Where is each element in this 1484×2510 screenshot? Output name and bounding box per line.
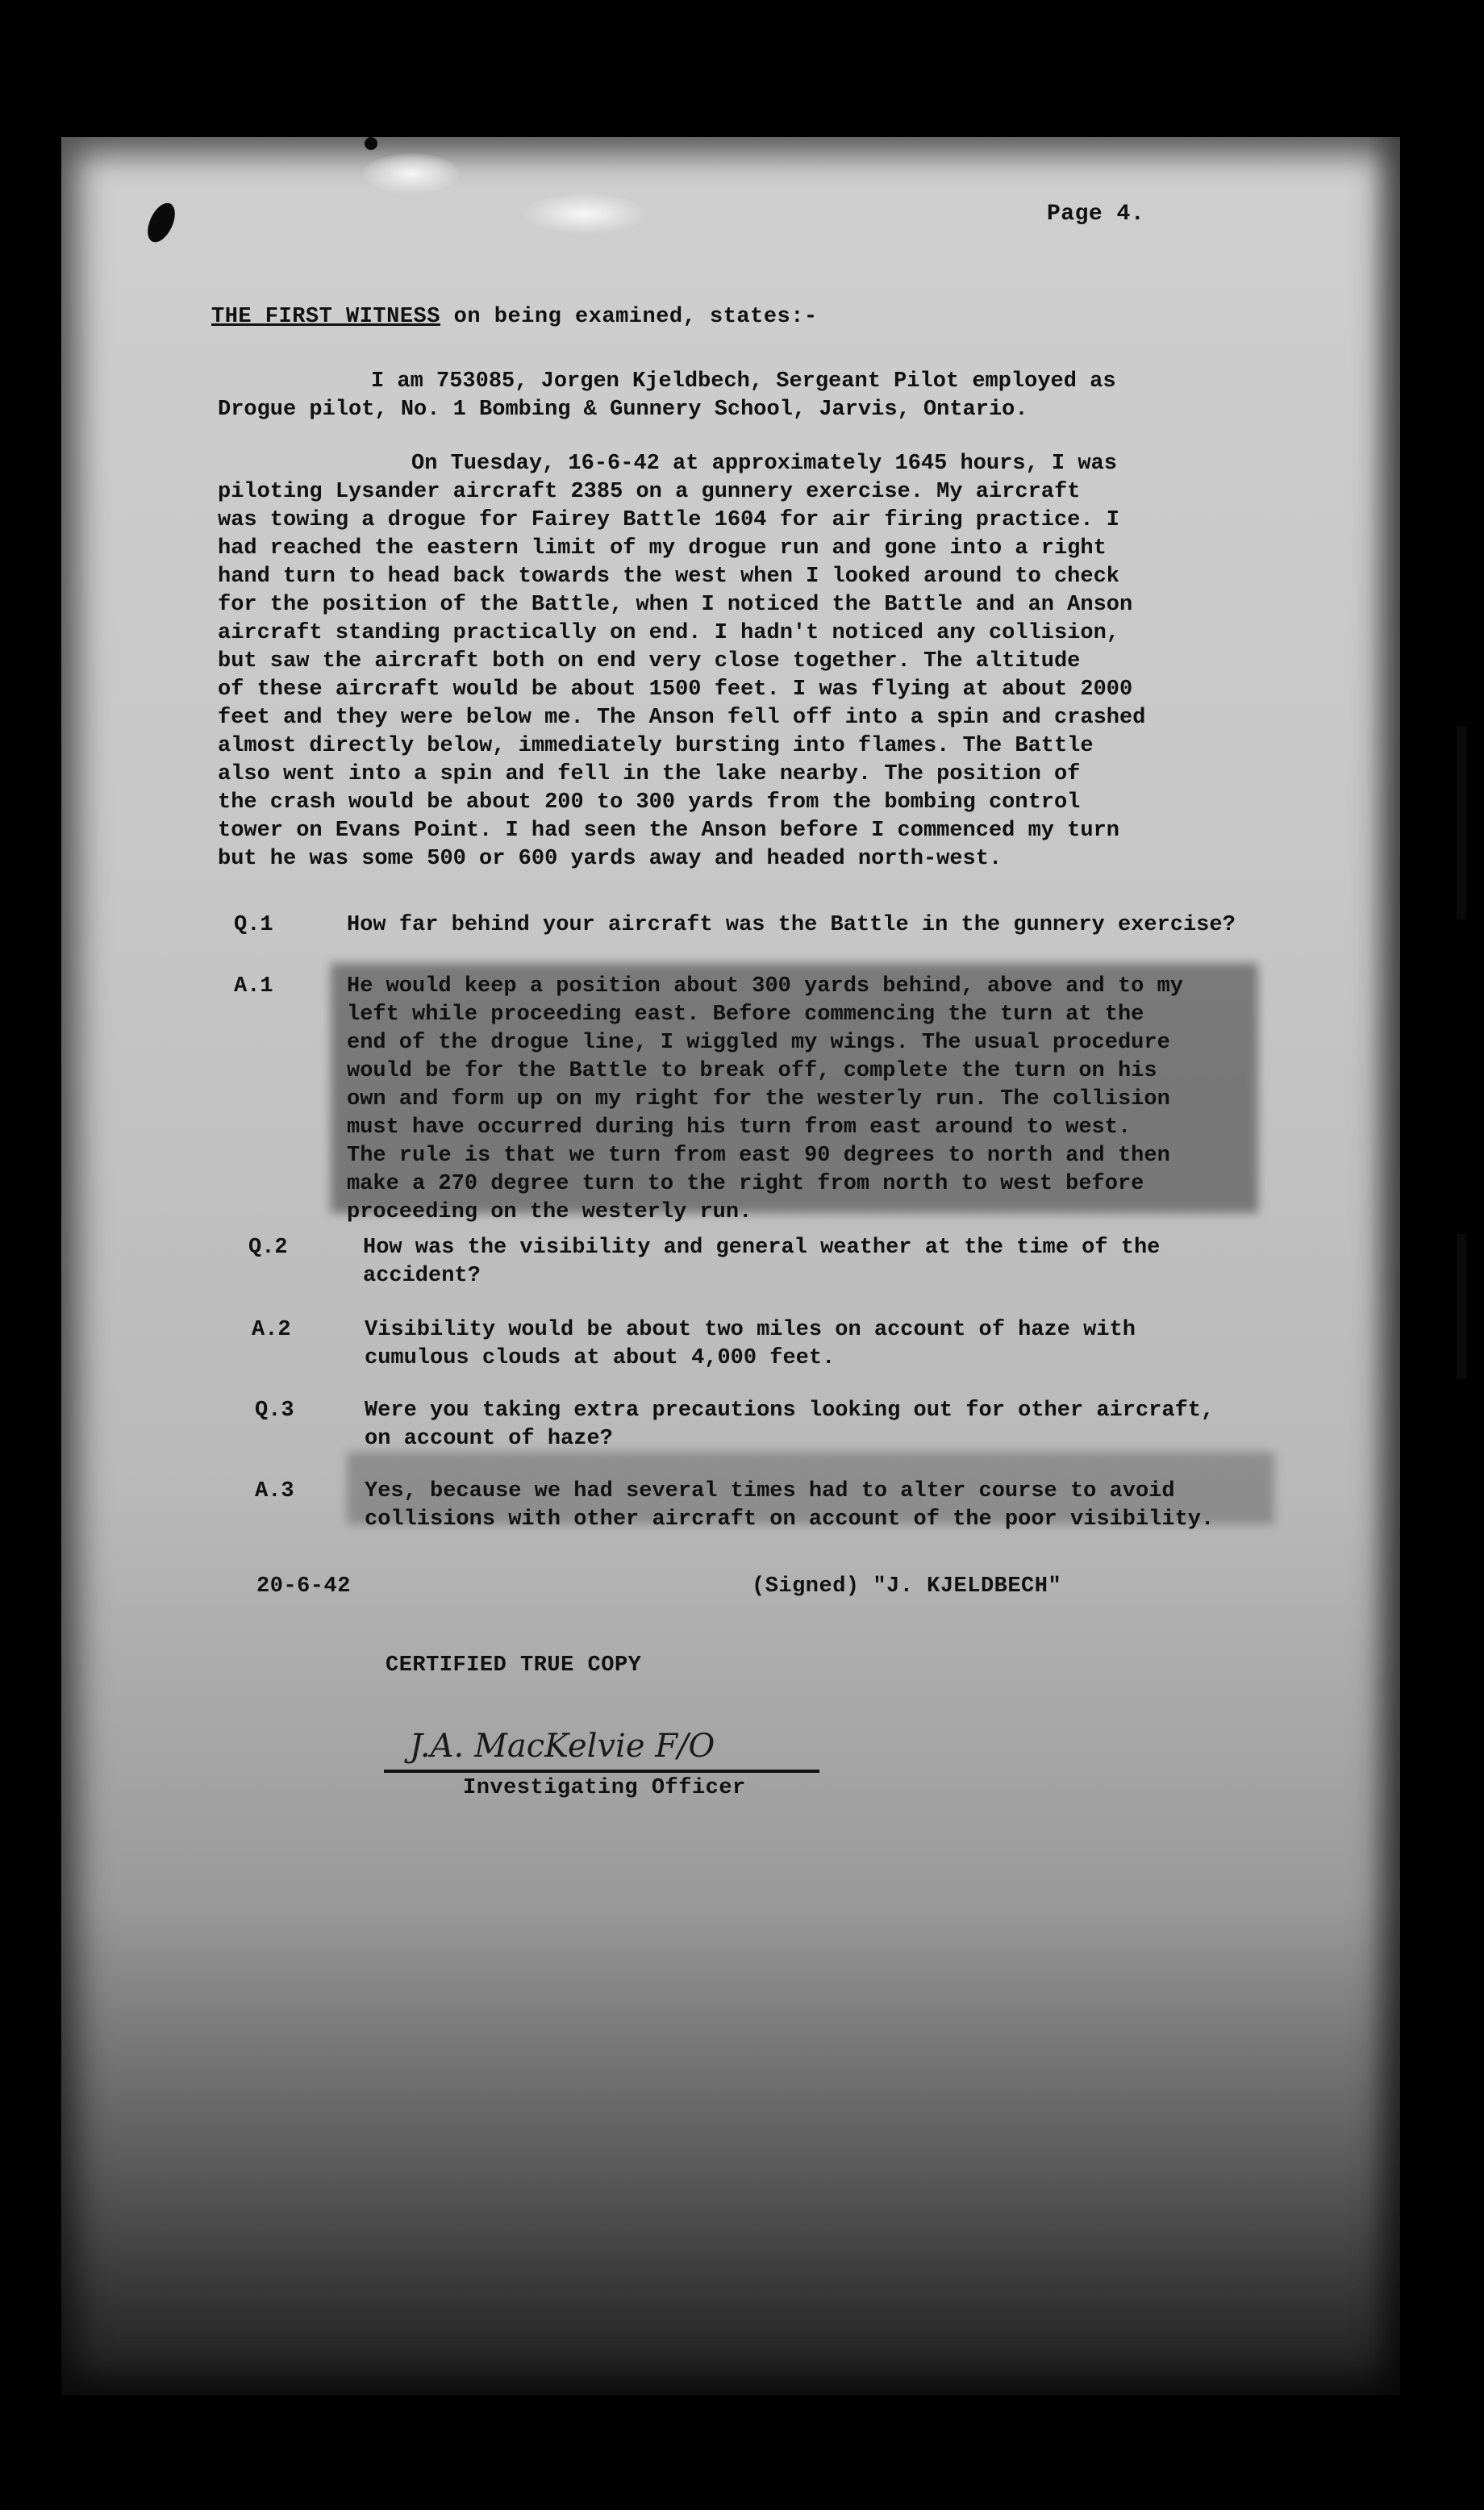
paragraph-line: aircraft standing practically on end. I hadn't noticed any collision, bbox=[218, 621, 1119, 645]
page-number: Page 4. bbox=[1047, 202, 1145, 227]
qa-line: must have occurred during his turn from east around to west. bbox=[347, 1115, 1132, 1140]
paragraph-line: I am 753085, Jorgen Kjeldbech, Sergeant Pilot employed as bbox=[371, 369, 1116, 394]
qa-line: How was the visibility and general weather at the time of the bbox=[363, 1236, 1161, 1260]
paragraph-line: of these aircraft would be about 1500 feet. I was flying at about 2000 bbox=[218, 678, 1133, 702]
paragraph-line: for the position of the Battle, when I noticed the Battle and an Anson bbox=[218, 593, 1133, 617]
paragraph-line: but he was some 500 or 600 yards away and headed north-west. bbox=[218, 847, 1003, 871]
qa-line: cumulous clouds at about 4,000 feet. bbox=[365, 1346, 836, 1370]
paragraph-line: had reached the eastern limit of my drogue run and gone into a right bbox=[218, 536, 1107, 561]
qa-text bbox=[363, 1234, 1298, 1290]
statement-paragraph-1 bbox=[218, 368, 1242, 424]
paragraph-line: but saw the aircraft both on end very close together. The altitude bbox=[218, 649, 1081, 673]
statement-paragraph-2 bbox=[218, 450, 1242, 873]
qa-line: He would keep a position about 300 yards behind, above and to my bbox=[347, 974, 1183, 999]
qa-text bbox=[365, 1316, 1300, 1373]
signature-line bbox=[384, 1770, 819, 1773]
right-edge-mark-lower bbox=[1457, 1234, 1466, 1379]
qa-label: Q.3 bbox=[255, 1399, 294, 1423]
qa-line: Were you taking extra precautions looking out for other aircraft, bbox=[365, 1399, 1215, 1423]
signed-name: (Signed) "J. KJELDBECH" bbox=[752, 1574, 1062, 1599]
qa-label: A.3 bbox=[255, 1479, 294, 1503]
qa-text bbox=[347, 973, 1282, 1227]
investigating-officer-title: Investigating Officer bbox=[463, 1776, 746, 1800]
paragraph-line: almost directly below, immediately bursting into flames. The Battle bbox=[218, 734, 1094, 758]
qa-line: The rule is that we turn from east 90 degrees to north and then bbox=[347, 1144, 1170, 1168]
qa-label: Q.2 bbox=[248, 1236, 288, 1260]
handwritten-signature: J.A. MacKelvie F/O bbox=[410, 1728, 715, 1765]
qa-label: Q.1 bbox=[234, 913, 273, 937]
qa-line: left while proceeding east. Before commencing the turn at the bbox=[347, 1003, 1144, 1027]
qa-line: own and form up on my right for the westerly run. The collision bbox=[347, 1087, 1170, 1111]
qa-text bbox=[365, 1478, 1300, 1534]
paragraph-line: feet and they were below me. The Anson fell off into a spin and crashed bbox=[218, 706, 1146, 730]
statement-date: 20-6-42 bbox=[256, 1574, 351, 1599]
paragraph-line: was towing a drogue for Fairey Battle 1604 for air firing practice. I bbox=[218, 508, 1119, 532]
top-smudge-center bbox=[524, 194, 645, 234]
qa-text bbox=[347, 911, 1282, 940]
paragraph-line: Drogue pilot, No. 1 Bombing & Gunnery School, Jarvis, Ontario. bbox=[218, 398, 1028, 422]
paragraph-line: On Tuesday, 16-6-42 at approximately 1645 hours, I was bbox=[411, 452, 1117, 476]
witness-header-underlined: THE FIRST WITNESS bbox=[211, 305, 440, 329]
qa-line: Visibility would be about two miles on account of haze with bbox=[365, 1318, 1136, 1342]
top-smudge-left bbox=[363, 153, 460, 194]
witness-header bbox=[211, 303, 818, 331]
paragraph-line: tower on Evans Point. I had seen the Anson before I commenced my turn bbox=[218, 819, 1119, 843]
qa-line: How far behind your aircraft was the Battle in the gunnery exercise? bbox=[347, 913, 1236, 937]
qa-label: A.2 bbox=[252, 1318, 291, 1342]
paragraph-line: also went into a spin and fell in the lake nearby. The position of bbox=[218, 762, 1081, 786]
qa-line: end of the drogue line, I wiggled my wings. The usual procedure bbox=[347, 1031, 1170, 1055]
qa-text bbox=[365, 1397, 1300, 1453]
paragraph-line: hand turn to head back towards the west when I looked around to check bbox=[218, 565, 1119, 589]
qa-line: collisions with other aircraft on account of the poor visibility. bbox=[365, 1507, 1215, 1532]
certified-true-copy: CERTIFIED TRUE COPY bbox=[386, 1653, 642, 1678]
qa-label: A.1 bbox=[234, 974, 273, 999]
punch-dot-mark bbox=[365, 137, 377, 150]
qa-line: on account of haze? bbox=[365, 1427, 613, 1451]
qa-line: proceeding on the westerly run. bbox=[347, 1200, 752, 1224]
paragraph-line: piloting Lysander aircraft 2385 on a gunnery exercise. My aircraft bbox=[218, 480, 1081, 504]
paragraph-line: the crash would be about 200 to 300 yards from the bombing control bbox=[218, 790, 1081, 815]
qa-line: accident? bbox=[363, 1264, 481, 1288]
right-edge-mark-upper bbox=[1457, 726, 1466, 919]
qa-line: make a 270 degree turn to the right from north to west before bbox=[347, 1172, 1144, 1196]
qa-line: Yes, because we had several times had to alter course to avoid bbox=[365, 1479, 1175, 1503]
qa-line: would be for the Battle to break off, complete the turn on his bbox=[347, 1059, 1157, 1083]
sheet-shadow-edge bbox=[1368, 137, 1400, 2395]
witness-header-rest: on being examined, states:- bbox=[440, 305, 818, 329]
